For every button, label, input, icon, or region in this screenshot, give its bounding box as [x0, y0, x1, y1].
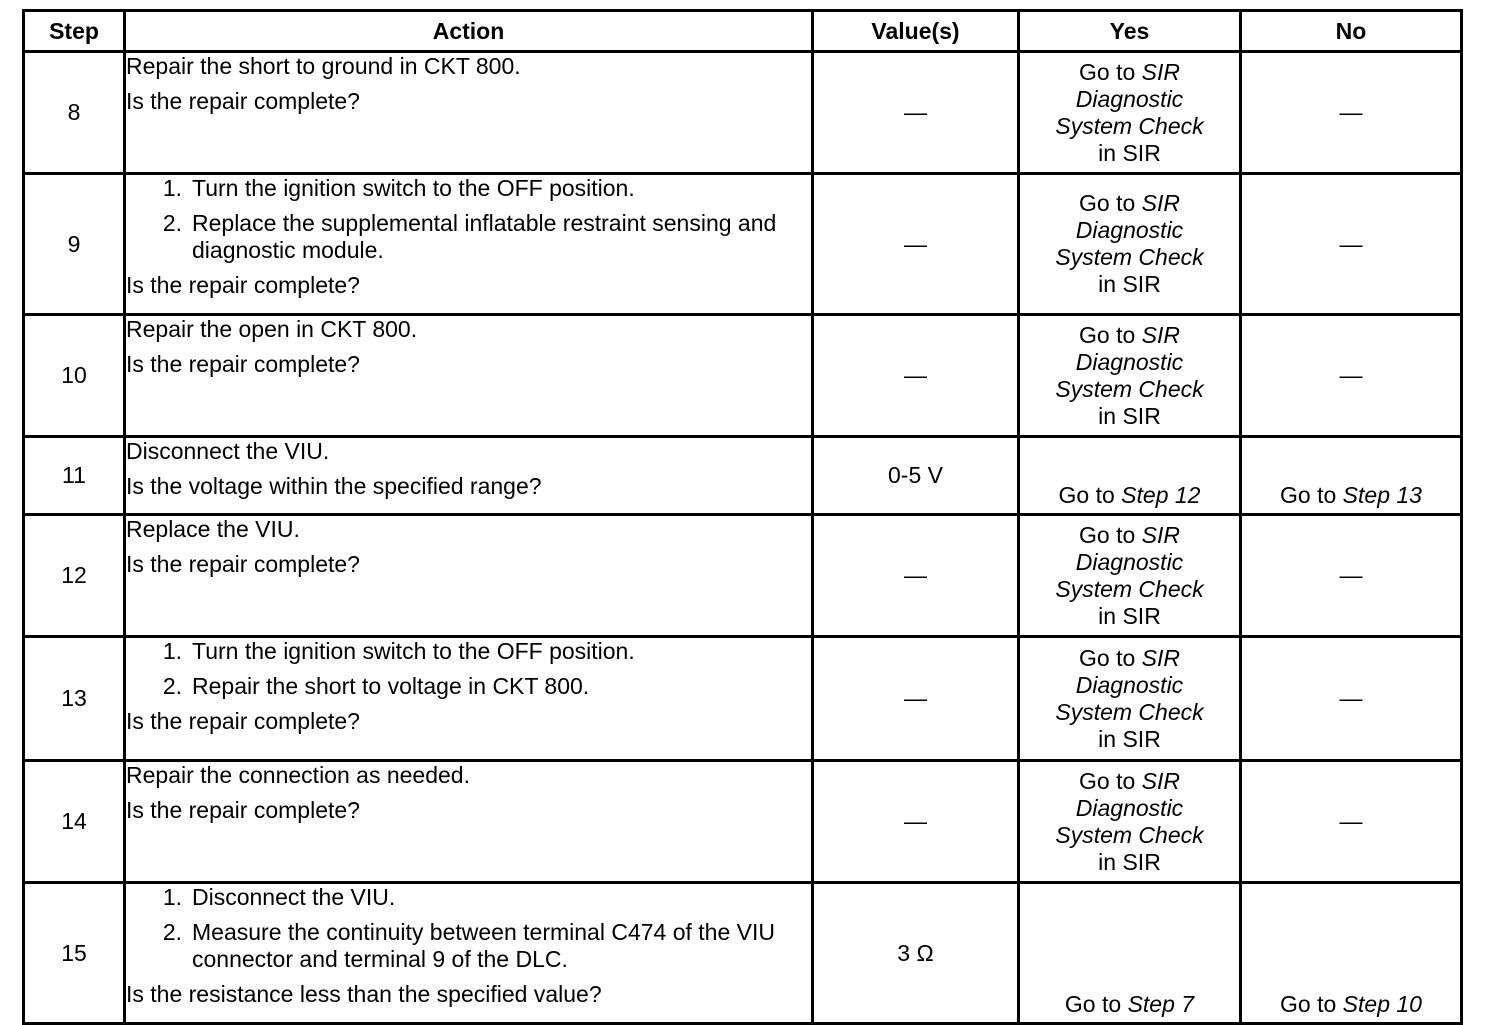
- no-cell: Go to Step 10: [1241, 883, 1462, 1024]
- action-item: 2. Repair the short to voltage in CKT 800.: [162, 673, 590, 699]
- goto-step-link: Step 13: [1342, 482, 1422, 508]
- action-cell: [125, 515, 813, 637]
- header-no: No: [1241, 11, 1462, 52]
- no-cell: —: [1241, 637, 1462, 761]
- action-question: Is the repair complete?: [126, 88, 360, 114]
- no-cell: —: [1241, 761, 1462, 883]
- yes-cell: Go to SIR Diagnostic System Check in SIR: [1019, 174, 1241, 315]
- goto-sir-check: Go to SIR: [1079, 767, 1180, 794]
- value-cell: 3 Ω: [813, 883, 1019, 1024]
- step-number: 14: [24, 761, 125, 883]
- action-item: 2. Measure the continuity between terminal C474 of the VIU connector and terminal 9 of the DLC.: [162, 919, 775, 972]
- table-row: [24, 515, 1462, 637]
- no-cell: Go to Step 13: [1241, 437, 1462, 515]
- action-question: Is the repair complete?: [126, 351, 360, 377]
- goto-sir-check: Go to SIR: [1079, 521, 1180, 548]
- value-cell: 0-5 V: [813, 437, 1019, 515]
- action-question: Is the resistance less than the specified value?: [126, 981, 602, 1007]
- goto-step-link: Step 7: [1127, 991, 1195, 1017]
- action-line: Disconnect the VIU.: [126, 438, 330, 464]
- value-cell: —: [813, 637, 1019, 761]
- header-row: [24, 11, 1462, 52]
- action-line: Replace the VIU.: [126, 516, 300, 542]
- action-item: 1. Turn the ignition switch to the OFF position.: [162, 638, 635, 664]
- goto-sir-check: Go to SIR: [1079, 190, 1180, 216]
- table-row: [24, 883, 1462, 1024]
- table-row: [24, 761, 1462, 883]
- step-number: 8: [24, 52, 125, 174]
- yes-cell: Go to SIR Diagnostic System Check in SIR: [1019, 52, 1241, 174]
- step-number: 11: [24, 437, 125, 515]
- action-cell: [125, 52, 813, 174]
- header-step: Step: [24, 11, 125, 52]
- step-number: 9: [24, 174, 125, 315]
- table-row: [24, 315, 1462, 437]
- action-cell: [125, 761, 813, 883]
- step-number: 15: [24, 883, 125, 1024]
- goto-step-link: Step 12: [1121, 482, 1201, 508]
- header-values: Value(s): [813, 11, 1019, 52]
- action-question: Is the voltage within the specified range?: [126, 473, 542, 499]
- goto-step-link: Step 10: [1342, 991, 1422, 1017]
- no-cell: —: [1241, 315, 1462, 437]
- table-row: [24, 437, 1462, 515]
- yes-cell: Go to SIR Diagnostic System Check in SIR: [1019, 315, 1241, 437]
- yes-cell: Go to Step 12: [1019, 437, 1241, 515]
- header-yes: Yes: [1019, 11, 1241, 52]
- step-number: 13: [24, 637, 125, 761]
- action-cell: [125, 437, 813, 515]
- action-line: Repair the connection as needed.: [126, 762, 470, 788]
- diagnostic-table: [22, 9, 1463, 1025]
- value-cell: —: [813, 515, 1019, 637]
- table-row: [24, 174, 1462, 315]
- goto-sir-check: Go to SIR: [1079, 644, 1180, 671]
- action-cell: [125, 637, 813, 761]
- action-question: Is the repair complete?: [126, 272, 360, 298]
- goto-sir-check: Go to SIR: [1079, 58, 1180, 85]
- action-cell: [125, 315, 813, 437]
- value-cell: —: [813, 761, 1019, 883]
- step-number: 10: [24, 315, 125, 437]
- no-cell: —: [1241, 52, 1462, 174]
- action-item: 1. Disconnect the VIU.: [162, 884, 396, 910]
- yes-cell: Go to SIR Diagnostic System Check in SIR: [1019, 515, 1241, 637]
- value-cell: —: [813, 52, 1019, 174]
- no-cell: —: [1241, 174, 1462, 315]
- action-cell: [125, 883, 813, 1024]
- yes-cell: Go to Step 7: [1019, 883, 1241, 1024]
- action-question: Is the repair complete?: [126, 797, 360, 823]
- no-cell: —: [1241, 515, 1462, 637]
- action-question: Is the repair complete?: [126, 551, 360, 577]
- step-number: 12: [24, 515, 125, 637]
- header-action: Action: [125, 11, 813, 52]
- action-item: 2. Replace the supplemental inflatable restraint sensing and diagnostic module.: [162, 210, 777, 263]
- action-cell: [125, 174, 813, 315]
- goto-sir-check: Go to SIR: [1079, 321, 1180, 348]
- action-line: Repair the open in CKT 800.: [126, 316, 418, 342]
- value-cell: —: [813, 174, 1019, 315]
- table-row: [24, 637, 1462, 761]
- action-question: Is the repair complete?: [126, 708, 360, 734]
- action-item: 1. Turn the ignition switch to the OFF position.: [162, 175, 635, 201]
- yes-cell: Go to SIR Diagnostic System Check in SIR: [1019, 637, 1241, 761]
- action-line: Repair the short to ground in CKT 800.: [126, 53, 521, 79]
- value-cell: —: [813, 315, 1019, 437]
- table-row: [24, 52, 1462, 174]
- yes-cell: Go to SIR Diagnostic System Check in SIR: [1019, 761, 1241, 883]
